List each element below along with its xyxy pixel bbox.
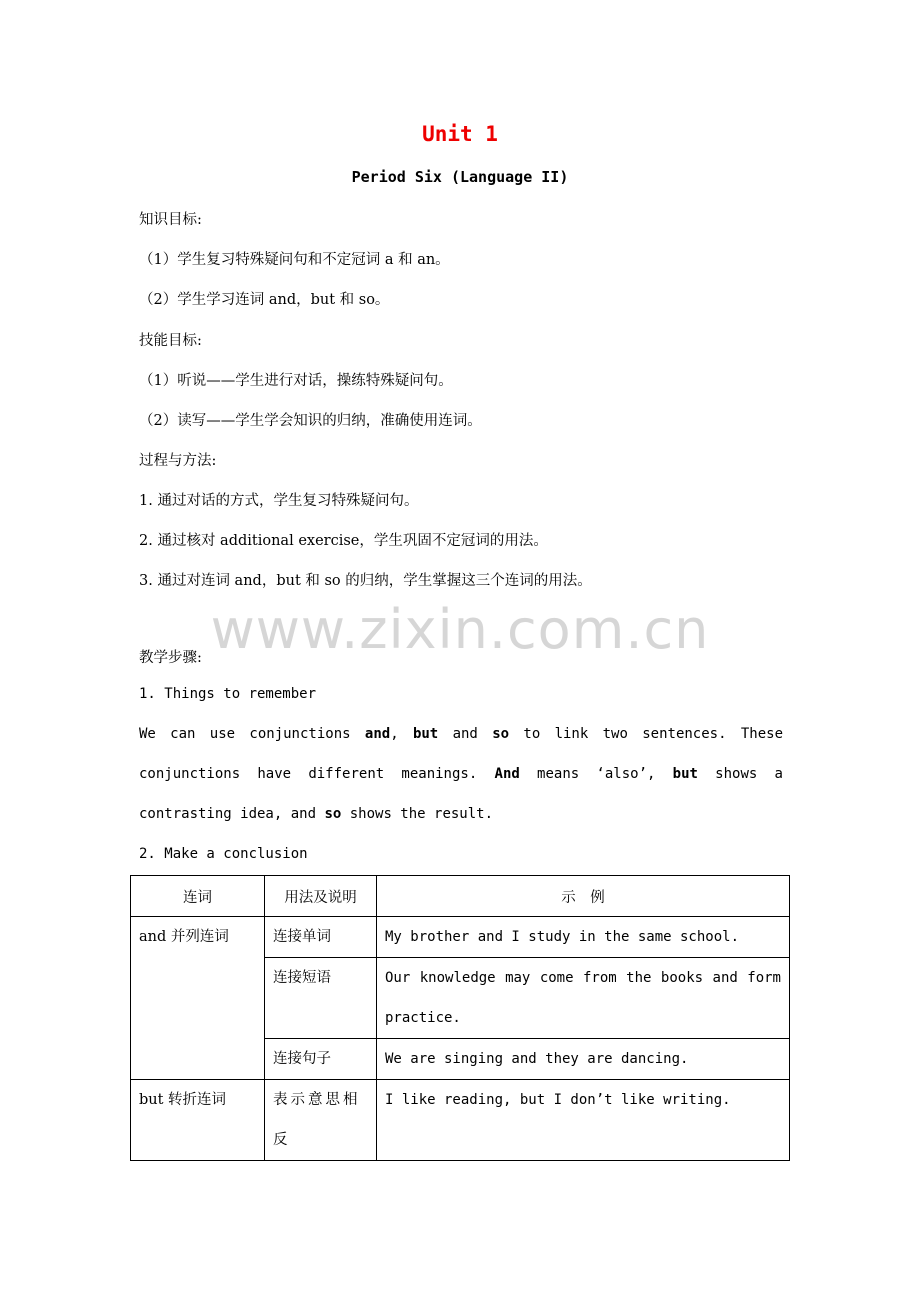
table-header-row [131,876,790,917]
things-to-remember-paragraph [139,714,783,834]
table-header-cell: 用法及说明 [265,876,377,917]
example-cell: My brother and I study in the same school. [377,917,790,958]
example-cell: I like reading, but I don’t like writing. [377,1080,790,1161]
table-header-cell: 示 例 [377,876,790,917]
para-text: shows the result. [341,806,494,822]
table-header-cell: 连词 [131,876,265,917]
knowledge-goal-item: （1）学生复习特殊疑问句和不定冠词 a 和 an。 [139,252,450,268]
para-text: and [438,726,493,742]
watermark: www.zixin.com.cn [210,598,710,661]
page-title: Unit 1 [422,122,498,146]
knowledge-goal-item: （2）学生学习连词 and，but 和 so。 [139,292,390,308]
para-text: , [390,726,413,742]
process-methods-heading: 过程与方法: [139,453,217,469]
process-method-item: 1. 通过对话的方式，学生复习特殊疑问句。 [139,493,419,509]
keyword-but: but [412,726,439,742]
para-text: We can use conjunctions [139,726,365,742]
usage-cell: 连接短语 [265,958,377,1039]
table-row [131,917,790,958]
step-1-heading: 1. Things to remember [139,686,317,702]
conjunction-table [130,875,790,1161]
example-cell: We are singing and they are dancing. [377,1039,790,1080]
example-cell: Our knowledge may come from the books and form practice. [377,958,790,1039]
step-2-heading: 2. Make a conclusion [139,846,308,862]
usage-cell: 连接单词 [265,917,377,958]
skill-goal-item: （1）听说——学生进行对话，操练特殊疑问句。 [139,373,453,389]
para-text: means ‘also’, [519,766,673,782]
para-text: to link two sentences. These conjunctions have different meanings. [139,726,783,782]
keyword-so: so [324,806,342,822]
usage-cell: 连接句子 [265,1039,377,1080]
knowledge-goals-heading: 知识目标: [139,212,202,228]
conjunction-cell: but 转折连词 [131,1080,265,1161]
conjunction-cell: and 并列连词 [131,917,265,1080]
keyword-but: but [672,766,698,782]
skill-goal-item: （2）读写——学生学会知识的归纳，准确使用连词。 [139,413,482,429]
page-subtitle: Period Six (Language II) [351,168,569,186]
keyword-and: And [494,766,520,782]
para-text: shows a contrasting idea, and [139,766,783,822]
keyword-and: and [364,726,391,742]
keyword-so: so [492,726,510,742]
teaching-steps-heading: 教学步骤: [139,650,202,666]
skill-goals-heading: 技能目标: [139,333,202,349]
process-method-item: 2. 通过核对 additional exercise，学生巩固不定冠词的用法。 [139,533,548,549]
usage-cell: 表示意思相反 [265,1080,377,1161]
process-method-item: 3. 通过对连词 and，but 和 so 的归纳，学生掌握这三个连词的用法。 [139,573,592,589]
table-row [131,1080,790,1161]
